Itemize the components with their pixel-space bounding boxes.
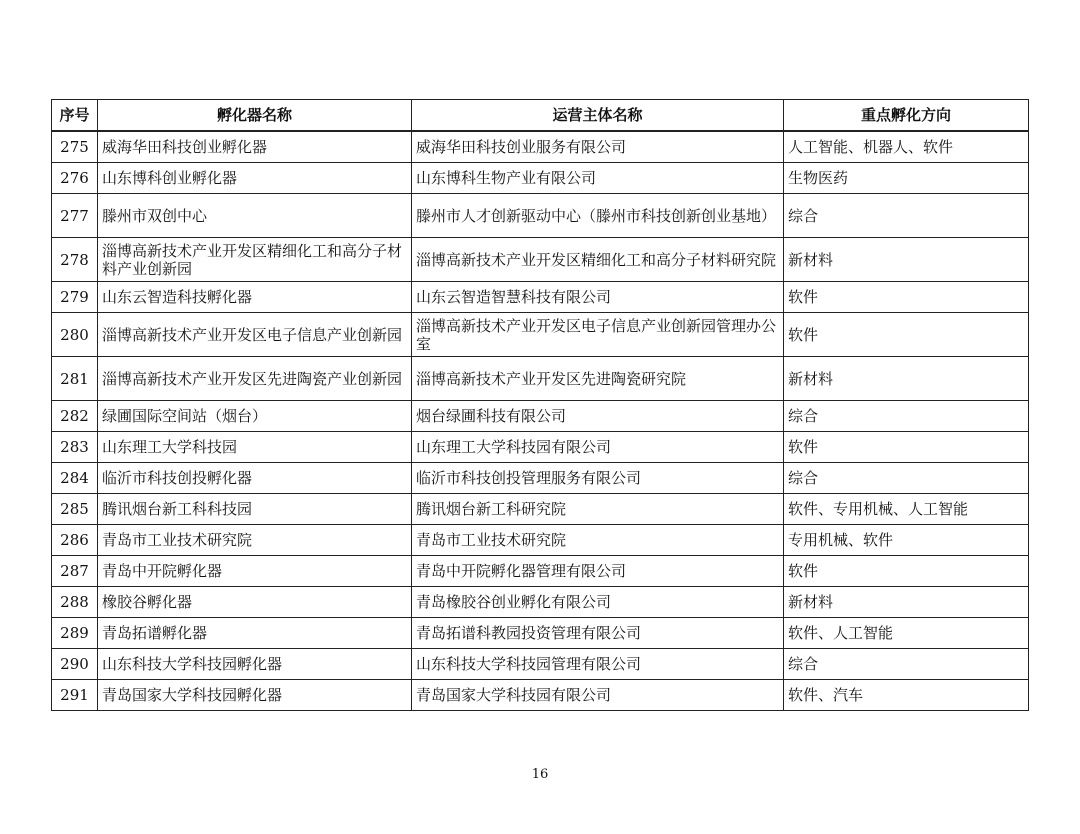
cell-operator-name: 淄博高新技术产业开发区精细化工和高分子材料研究院 [412,238,784,282]
cell-operator-name: 青岛国家大学科技园有限公司 [412,680,784,711]
cell-index: 283 [52,432,98,463]
cell-index: 288 [52,587,98,618]
cell-incubator-name: 淄博高新技术产业开发区先进陶瓷产业创新园 [98,357,412,401]
cell-incubator-name: 青岛中开院孵化器 [98,556,412,587]
cell-focus-direction: 专用机械、软件 [784,525,1029,556]
cell-index: 281 [52,357,98,401]
table-row [52,680,1029,711]
cell-incubator-name: 淄博高新技术产业开发区电子信息产业创新园 [98,313,412,357]
table-row [52,649,1029,680]
table-row [52,463,1029,494]
cell-operator-name: 青岛市工业技术研究院 [412,525,784,556]
cell-operator-name: 淄博高新技术产业开发区电子信息产业创新园管理办公室 [412,313,784,357]
header-focus-direction: 重点孵化方向 [784,100,1029,132]
cell-operator-name: 淄博高新技术产业开发区先进陶瓷研究院 [412,357,784,401]
cell-operator-name: 临沂市科技创投管理服务有限公司 [412,463,784,494]
cell-index: 282 [52,401,98,432]
page-number: 16 [531,767,549,782]
cell-incubator-name: 临沂市科技创投孵化器 [98,463,412,494]
cell-index: 287 [52,556,98,587]
cell-incubator-name: 青岛市工业技术研究院 [98,525,412,556]
header-index: 序号 [52,100,98,132]
cell-index: 278 [52,238,98,282]
table-row [52,432,1029,463]
table-row [52,282,1029,313]
cell-index: 291 [52,680,98,711]
table-row [52,401,1029,432]
cell-incubator-name: 山东理工大学科技园 [98,432,412,463]
cell-incubator-name: 绿圃国际空间站（烟台） [98,401,412,432]
cell-focus-direction: 软件 [784,556,1029,587]
cell-operator-name: 青岛中开院孵化器管理有限公司 [412,556,784,587]
table-row [52,313,1029,357]
cell-incubator-name: 山东云智造科技孵化器 [98,282,412,313]
cell-focus-direction: 综合 [784,194,1029,238]
cell-index: 279 [52,282,98,313]
cell-index: 289 [52,618,98,649]
incubator-table [51,99,1029,711]
cell-incubator-name: 山东博科创业孵化器 [98,163,412,194]
cell-focus-direction: 综合 [784,463,1029,494]
cell-focus-direction: 软件、人工智能 [784,618,1029,649]
cell-operator-name: 山东云智造智慧科技有限公司 [412,282,784,313]
cell-focus-direction: 新材料 [784,238,1029,282]
cell-index: 277 [52,194,98,238]
cell-focus-direction: 综合 [784,401,1029,432]
table-row [52,357,1029,401]
table-row [52,194,1029,238]
table-row [52,494,1029,525]
cell-operator-name: 威海华田科技创业服务有限公司 [412,131,784,163]
cell-index: 276 [52,163,98,194]
cell-incubator-name: 滕州市双创中心 [98,194,412,238]
cell-incubator-name: 淄博高新技术产业开发区精细化工和高分子材料产业创新园 [98,238,412,282]
table-row [52,556,1029,587]
cell-operator-name: 青岛橡胶谷创业孵化有限公司 [412,587,784,618]
cell-focus-direction: 综合 [784,649,1029,680]
cell-index: 284 [52,463,98,494]
cell-focus-direction: 人工智能、机器人、软件 [784,131,1029,163]
cell-focus-direction: 软件、专用机械、人工智能 [784,494,1029,525]
cell-incubator-name: 青岛拓谱孵化器 [98,618,412,649]
cell-focus-direction: 新材料 [784,587,1029,618]
table-row [52,163,1029,194]
cell-index: 286 [52,525,98,556]
cell-focus-direction: 软件、汽车 [784,680,1029,711]
cell-focus-direction: 软件 [784,282,1029,313]
cell-index: 280 [52,313,98,357]
cell-operator-name: 腾讯烟台新工科研究院 [412,494,784,525]
cell-operator-name: 青岛拓谱科教园投资管理有限公司 [412,618,784,649]
cell-index: 285 [52,494,98,525]
cell-operator-name: 烟台绿圃科技有限公司 [412,401,784,432]
table-header-row [52,100,1029,132]
header-incubator-name: 孵化器名称 [98,100,412,132]
table-row [52,238,1029,282]
cell-incubator-name: 橡胶谷孵化器 [98,587,412,618]
cell-incubator-name: 青岛国家大学科技园孵化器 [98,680,412,711]
table-row [52,131,1029,163]
cell-incubator-name: 山东科技大学科技园孵化器 [98,649,412,680]
cell-operator-name: 山东科技大学科技园管理有限公司 [412,649,784,680]
cell-incubator-name: 腾讯烟台新工科科技园 [98,494,412,525]
cell-incubator-name: 威海华田科技创业孵化器 [98,131,412,163]
cell-operator-name: 山东博科生物产业有限公司 [412,163,784,194]
cell-operator-name: 山东理工大学科技园有限公司 [412,432,784,463]
cell-operator-name: 滕州市人才创新驱动中心（滕州市科技创新创业基地） [412,194,784,238]
cell-focus-direction: 新材料 [784,357,1029,401]
cell-focus-direction: 软件 [784,313,1029,357]
table-row [52,525,1029,556]
header-operator-name: 运营主体名称 [412,100,784,132]
cell-focus-direction: 生物医药 [784,163,1029,194]
table-row [52,618,1029,649]
cell-focus-direction: 软件 [784,432,1029,463]
cell-index: 290 [52,649,98,680]
table-row [52,587,1029,618]
cell-index: 275 [52,131,98,163]
